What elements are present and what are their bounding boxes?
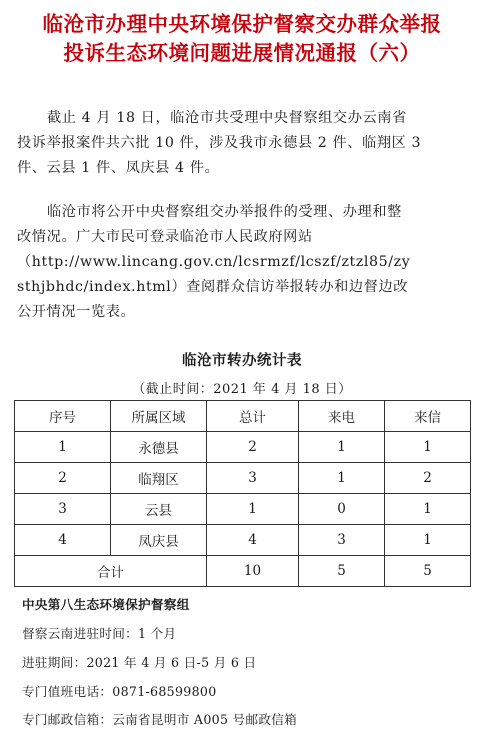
- paragraph-line: 截止 4 月 18 日，临沧市共受理中央督察组交办云南省: [47, 110, 407, 126]
- header-total: 总计: [207, 401, 299, 432]
- cell-region: 永德县: [111, 432, 207, 463]
- postal-mailbox: 专门邮政信箱：云南省昆明市 A005 号邮政信箱: [22, 712, 298, 727]
- paragraph-line-url: （http://www.lincang.gov.cn/lcsrmzf/lcszf/ztzl85/zy: [17, 254, 411, 270]
- table-total-row: [15, 556, 471, 587]
- table-row: [15, 463, 471, 494]
- cell-calls: 1: [299, 463, 385, 494]
- paragraph-disclosure: [17, 200, 469, 325]
- paragraph-summary: [17, 106, 469, 181]
- cell-region: 云县: [111, 494, 207, 525]
- inspection-group-heading: 中央第八生态环境保护督察组: [22, 597, 190, 612]
- cell-index: 3: [15, 494, 111, 525]
- cell-letters: 2: [385, 463, 471, 494]
- paragraph-line: 投诉举报案件共六批 10 件，涉及我市永德县 2 件、临翔区 3: [17, 135, 422, 151]
- total-label: 合计: [15, 556, 207, 587]
- paragraph-line: 公开情况一览表。: [17, 304, 136, 320]
- total-sum: 10: [207, 556, 299, 587]
- cell-total: 2: [207, 432, 299, 463]
- title-line-2: 投诉生态环境问题进展情况通报（六）: [63, 41, 421, 65]
- total-calls: 5: [299, 556, 385, 587]
- cell-index: 4: [15, 525, 111, 556]
- inspection-duration: 督察云南进驻时间：1 个月: [22, 626, 177, 641]
- paragraph-line: 件、云县 1 件、凤庆县 4 件。: [17, 160, 220, 176]
- table-row: [15, 494, 471, 525]
- statistics-table: [14, 400, 471, 587]
- table-header-row: [15, 401, 471, 432]
- cell-letters: 1: [385, 494, 471, 525]
- document-title: [0, 10, 484, 68]
- cell-total: 3: [207, 463, 299, 494]
- table-row: [15, 432, 471, 463]
- total-letters: 5: [385, 556, 471, 587]
- cell-region: 临翔区: [111, 463, 207, 494]
- table-row: [15, 525, 471, 556]
- cell-letters: 1: [385, 525, 471, 556]
- paragraph-line-url: sthjbhdc/index.html）查阅群众信访举报转办和边督边改: [17, 279, 409, 295]
- cell-total: 4: [207, 525, 299, 556]
- cell-calls: 1: [299, 432, 385, 463]
- cell-letters: 1: [385, 432, 471, 463]
- cell-total: 1: [207, 494, 299, 525]
- inspection-period: 进驻期间：2021 年 4 月 6 日-5 月 6 日: [22, 655, 257, 670]
- paragraph-line: 改情况。广大市民可登录临沧市人民政府网站: [17, 229, 313, 245]
- hotline-phone: 专门值班电话：0871-68599800: [22, 684, 217, 699]
- cell-calls: 3: [299, 525, 385, 556]
- paragraph-line: 临沧市将公开中央督察组交办举报件的受理、办理和整: [47, 204, 402, 220]
- title-line-1: 临沧市办理中央环境保护督察交办群众举报: [42, 12, 442, 36]
- header-letters: 来信: [385, 401, 471, 432]
- table-cutoff-time: （截止时间：2021 年 4 月 18 日）: [132, 382, 352, 397]
- cell-index: 1: [15, 432, 111, 463]
- cell-region: 凤庆县: [111, 525, 207, 556]
- header-calls: 来电: [299, 401, 385, 432]
- header-index: 序号: [15, 401, 111, 432]
- cell-calls: 0: [299, 494, 385, 525]
- table-title: 临沧市转办统计表: [182, 353, 302, 369]
- cell-index: 2: [15, 463, 111, 494]
- header-region: 所属区域: [111, 401, 207, 432]
